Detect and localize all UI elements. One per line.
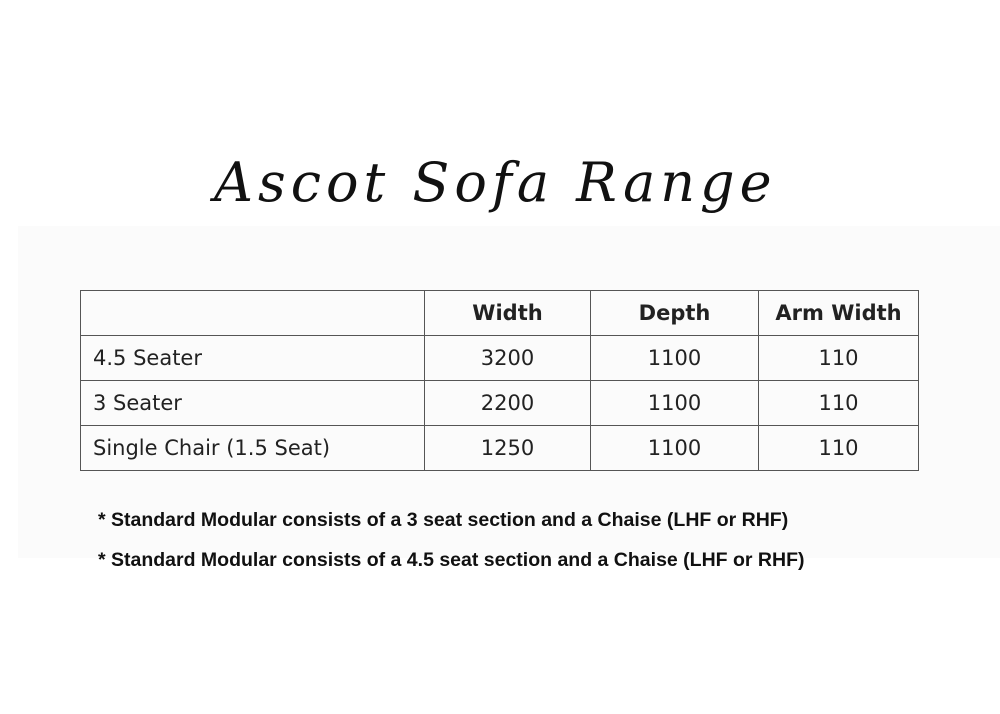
row-label: Single Chair (1.5 Seat) — [81, 426, 425, 471]
depth-value: 1100 — [591, 426, 759, 471]
depth-value: 1100 — [591, 381, 759, 426]
row-label: 4.5 Seater — [81, 336, 425, 381]
width-value: 3200 — [425, 336, 591, 381]
table-header-row — [81, 291, 919, 336]
arm-width-value: 110 — [759, 336, 919, 381]
depth-value: 1100 — [591, 336, 759, 381]
note-item: * Standard Modular consists of a 3 seat section and a Chaise (LHF or RHF) — [98, 509, 789, 531]
table-row — [81, 381, 919, 426]
notes-list — [98, 500, 958, 580]
row-label: 3 Seater — [81, 381, 425, 426]
arm-width-value: 110 — [759, 381, 919, 426]
header-cell-depth: Depth — [591, 291, 759, 336]
note-item: * Standard Modular consists of a 4.5 seat section and a Chaise (LHF or RHF) — [98, 549, 805, 571]
table-row — [81, 336, 919, 381]
width-value: 1250 — [425, 426, 591, 471]
header-cell-empty — [81, 291, 425, 336]
arm-width-value: 110 — [759, 426, 919, 471]
header-cell-width: Width — [425, 291, 591, 336]
dimensions-table — [80, 290, 919, 471]
header-cell-arm-width: Arm Width — [759, 291, 919, 336]
width-value: 2200 — [425, 381, 591, 426]
table-row — [81, 426, 919, 471]
page-title: Ascot Sofa Range — [214, 151, 777, 214]
